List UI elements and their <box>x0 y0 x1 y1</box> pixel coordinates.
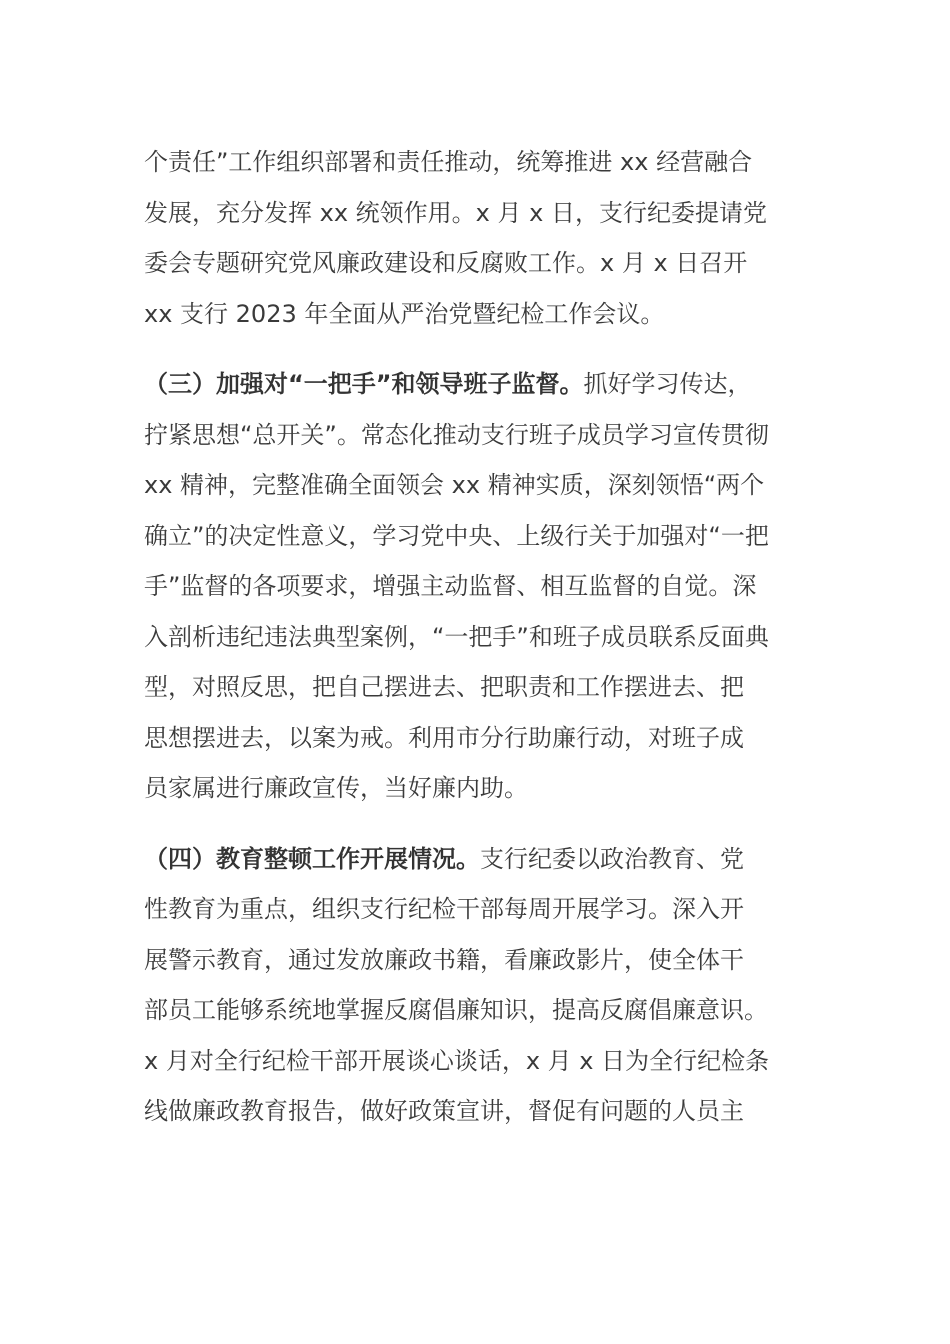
section-heading-4: （四）教育整顿工作开展情况。 <box>144 844 480 873</box>
text-line <box>144 834 812 885</box>
text-line: xx 精神，完整准确全面领会 xx 精神实质，深刻领悟“两个 <box>144 471 765 499</box>
text-line: x 月对全行纪检干部开展谈心谈话，x 月 x 日为全行纪检条 <box>144 1046 770 1075</box>
text-line: 展警示教育，通过发放廉政书籍，看廉政影片，使全体干 <box>144 945 744 974</box>
text-line: 入剖析违纪违法典型案例，“一把手”和班子成员联系反面典 <box>144 622 769 651</box>
paragraph-spacer <box>144 814 812 834</box>
text-line: 手”监督的各项要求，增强主动监督、相互监督的自觉。深 <box>144 572 757 600</box>
text-line: 拧紧思想“总开关”。常态化推动支行班子成员学习宣传贯彻 <box>144 420 769 449</box>
paragraph-responsibility <box>144 137 812 339</box>
text-line: 发展，充分发挥 xx 统领作用。x 月 x 日，支行纪委提请党 <box>144 198 767 227</box>
text-line <box>144 359 812 410</box>
text-line: 部员工能够系统地掌握反腐倡廉知识，提高反腐倡廉意识。 <box>144 996 768 1024</box>
text-line: 思想摆进去，以案为戒。利用市分行助廉行动，对班子成 <box>144 723 744 752</box>
paragraph-education-rectification <box>144 834 812 1137</box>
text-line: 线做廉政教育报告，做好政策宣讲，督促有问题的人员主 <box>144 1097 744 1125</box>
document-body <box>144 137 812 1137</box>
text-line: 委会专题研究党风廉政建设和反腐败工作。x 月 x 日召开 <box>144 249 748 277</box>
heading-line-rest: 抓好学习传达， <box>583 370 752 398</box>
text-line: 确立”的决定性意义，学习党中央、上级行关于加强对“一把 <box>144 521 769 550</box>
paragraph-leader-supervision <box>144 359 812 814</box>
paragraph-spacer <box>144 339 812 359</box>
heading-line-rest: 支行纪委以政治教育、党 <box>480 844 744 873</box>
text-line: 员家属进行廉政宣传，当好廉内助。 <box>144 774 528 802</box>
section-heading-3: （三）加强对“一把手”和领导班子监督。 <box>144 370 584 398</box>
text-line: 性教育为重点，组织支行纪检干部每周开展学习。深入开 <box>144 895 744 923</box>
text-line: xx 支行 2023 年全面从严治党暨纪检工作会议。 <box>144 299 665 328</box>
text-line: 个责任”工作组织部署和责任推动，统筹推进 xx 经营融合 <box>144 148 753 176</box>
text-line: 型，对照反思，把自己摆进去、把职责和工作摆进去、把 <box>144 673 744 701</box>
